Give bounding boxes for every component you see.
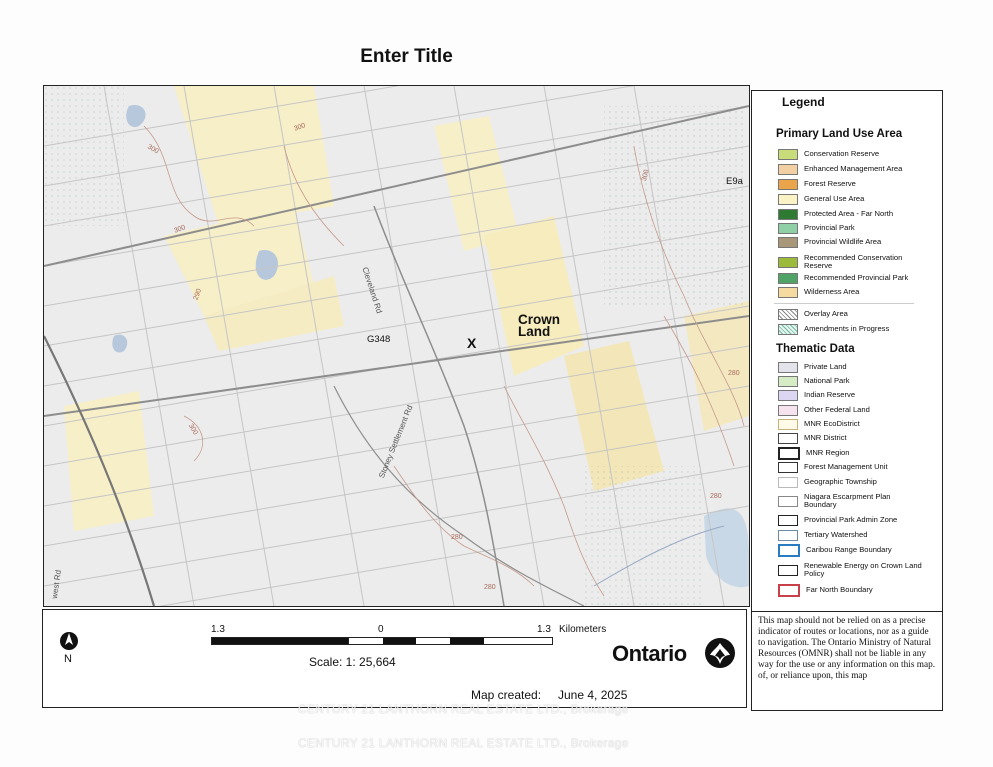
legend-item — [778, 432, 847, 444]
legend-item — [778, 222, 855, 234]
legend-swatch — [778, 209, 798, 220]
thematic-data-heading: Thematic Data — [776, 343, 855, 355]
legend-label: MNR EcoDistrict — [804, 419, 860, 428]
legend-label: Indian Reserve — [804, 390, 856, 399]
legend-label: Provincial Park — [804, 223, 855, 232]
contour-label: 280 — [710, 493, 722, 500]
ontario-trillium-icon — [704, 637, 736, 669]
legend-item — [778, 389, 855, 401]
legend-swatch — [778, 257, 798, 268]
e9a-label: E9a — [726, 176, 743, 187]
legend-item — [778, 253, 924, 271]
legend-item — [778, 323, 889, 335]
legend-title: Legend — [782, 95, 825, 109]
north-arrow-icon — [58, 630, 80, 652]
legend-swatch — [778, 362, 798, 373]
legend-item — [778, 514, 897, 526]
contour-label: 300 — [293, 122, 307, 133]
contour-label: 300 — [146, 143, 160, 156]
legend-swatch — [778, 164, 798, 175]
contour-label: 300 — [640, 168, 651, 183]
wetland — [584, 466, 704, 606]
legend-swatch — [778, 376, 798, 387]
legend-label: Caribou Range Boundary — [806, 545, 892, 554]
legend-label: Private Land — [804, 362, 847, 371]
legend-swatch — [778, 287, 798, 298]
legend-label: MNR Region — [806, 448, 850, 457]
legend-label: MNR District — [804, 433, 847, 442]
legend-item — [778, 447, 849, 459]
legend-swatch — [778, 390, 798, 401]
legend-label: Recommended Conservation Reserve — [804, 253, 903, 270]
legend-item — [778, 208, 893, 220]
disclaimer-panel — [751, 611, 943, 711]
scale-unit-label: Kilometers — [559, 624, 607, 635]
legend-swatch — [778, 515, 798, 526]
scale-left-label: 1.3 — [211, 624, 225, 635]
contour-label: 280 — [728, 370, 740, 377]
legend-swatch — [778, 273, 798, 284]
legend-item — [778, 404, 870, 416]
legend-swatch — [778, 462, 798, 473]
legend-swatch — [778, 223, 798, 234]
legend-item — [778, 308, 848, 320]
legend-swatch — [778, 405, 798, 416]
legend-swatch — [778, 324, 798, 335]
legend-label: Provincial Wildlife Area — [804, 237, 882, 246]
legend-item — [778, 163, 902, 175]
legend-swatch — [778, 237, 798, 248]
legend-label: Tertiary Watershed — [804, 530, 868, 539]
map-info-panel — [42, 609, 747, 708]
scale-ratio: Scale: 1: 25,664 — [309, 655, 396, 669]
map-created-date: June 4, 2025 — [558, 688, 628, 702]
west-rd-label: west Rd — [50, 569, 63, 600]
legend-label: Niagara Escarpment Plan Boundary — [804, 492, 891, 509]
legend-item — [778, 236, 881, 248]
legend-item — [778, 476, 877, 488]
legend-swatch — [778, 179, 798, 190]
stoney-settlement-rd-label: Stoney Settlement Rd — [377, 403, 415, 480]
contour-label: 300 — [186, 422, 199, 437]
legend-swatch — [778, 433, 798, 444]
scale-mid-label: 0 — [378, 624, 384, 635]
legend-label: Wilderness Area — [804, 287, 860, 296]
map-canvas[interactable] — [43, 85, 750, 607]
map-title: Enter Title — [360, 46, 453, 67]
legend-label: Other Federal Land — [804, 405, 870, 414]
legend-item — [778, 529, 867, 541]
legend-label: Renewable Energy on Crown Land Policy — [804, 561, 922, 578]
legend-label: National Park — [804, 376, 850, 385]
crown-land-label: Crown Land — [518, 312, 560, 339]
primary-land-use-heading: Primary Land Use Area — [776, 128, 903, 140]
legend-label: Enhanced Management Area — [804, 164, 903, 173]
legend-swatch — [778, 194, 798, 205]
legend-label: Amendments in Progress — [804, 324, 890, 333]
watermark: CENTURY 21 LANTHORN REAL ESTATE LTD., Brokerage — [298, 702, 629, 716]
legend-swatch — [778, 309, 798, 320]
scale-bar — [211, 637, 553, 645]
legend-swatch — [778, 530, 798, 541]
legend-item — [778, 286, 859, 298]
legend-item — [778, 418, 860, 430]
legend-item — [778, 492, 924, 510]
contour-label: 280 — [451, 534, 463, 541]
legend-label: Conservation Reserve — [804, 149, 880, 158]
g348-label: G348 — [367, 334, 391, 345]
legend-item — [778, 193, 864, 205]
legend-label: Far North Boundary — [806, 585, 873, 594]
disclaimer-text: This map should not be relied on as a precise indicator of routes or locations, nor as a guide to navigation. The Ontario Ministry of Natural Resources (OMNR) shall not be liable in any way for the use or any information on this map. of, or reliance upon, this map — [758, 616, 936, 681]
legend-item — [778, 148, 879, 160]
legend-divider — [774, 303, 914, 304]
legend-item — [778, 584, 873, 596]
wetland — [604, 106, 744, 306]
legend-panel — [751, 90, 943, 612]
north-label: N — [64, 653, 72, 665]
legend-item — [778, 561, 924, 579]
legend-label: General Use Area — [804, 194, 865, 203]
legend-item — [778, 461, 888, 473]
legend-swatch — [778, 419, 798, 430]
legend-item — [778, 178, 856, 190]
legend-swatch — [778, 544, 800, 557]
wetland — [44, 86, 124, 226]
legend-label: Geographic Township — [804, 477, 877, 486]
legend-label: Protected Area - Far North — [804, 209, 894, 218]
legend-swatch — [778, 496, 798, 507]
legend-swatch — [778, 565, 798, 576]
legend-swatch — [778, 149, 798, 160]
scale-right-label: 1.3 — [537, 624, 551, 635]
watermark: CENTURY 21 LANTHORN REAL ESTATE LTD., Brokerage — [298, 736, 629, 750]
contour-label: 280 — [484, 584, 496, 591]
cleveland-rd-label: Cleveland Rd — [360, 266, 384, 315]
legend-swatch — [778, 447, 800, 460]
legend-item — [778, 544, 892, 556]
contour-label: 300 — [173, 224, 187, 235]
legend-item — [778, 361, 847, 373]
legend-swatch — [778, 584, 800, 597]
contour-label: 290 — [192, 287, 204, 302]
ontario-wordmark: Ontario — [612, 641, 687, 666]
legend-item — [778, 272, 908, 284]
map-graphic — [44, 86, 749, 606]
legend-label: Overlay Area — [804, 309, 848, 318]
legend-label: Recommended Provincial Park — [804, 273, 909, 282]
map-created-label: Map created: — [471, 688, 542, 702]
legend-item — [778, 375, 850, 387]
legend-swatch — [778, 477, 798, 488]
legend-label: Forest Reserve — [804, 179, 856, 188]
legend-label: Provincial Park Admin Zone — [804, 515, 898, 524]
legend-label: Forest Management Unit — [804, 462, 888, 471]
property-marker[interactable]: X — [467, 335, 477, 351]
